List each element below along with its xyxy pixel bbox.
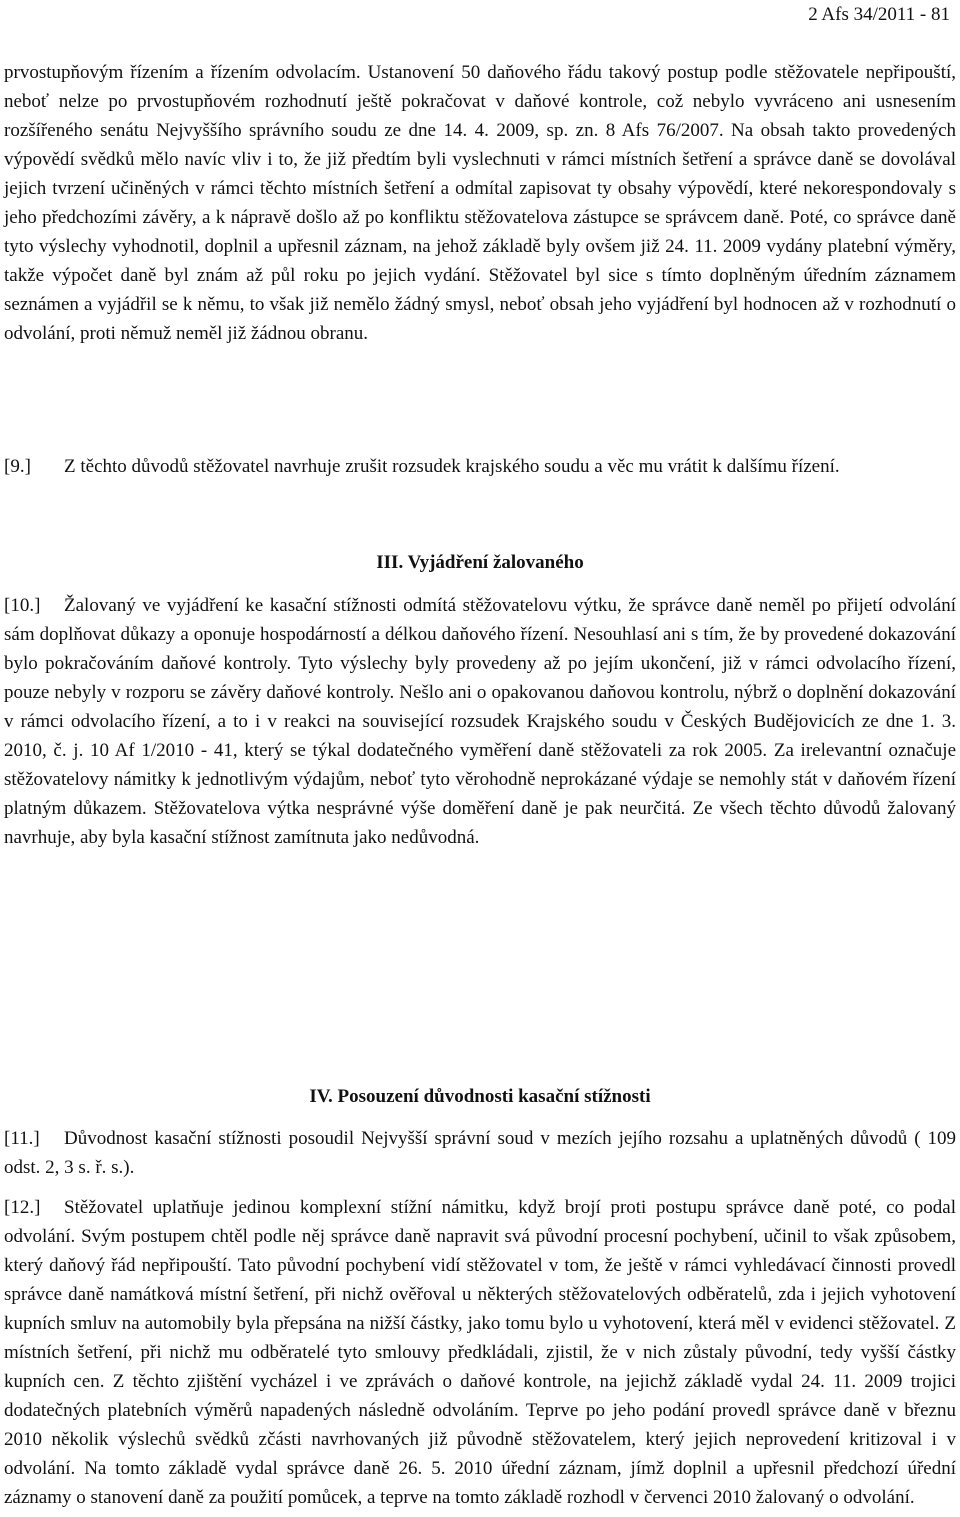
section-heading-iii: III. Vyjádření žalovaného xyxy=(376,552,584,573)
paragraph-continuation: prvostupňovým řízením a řízením odvolacím. Ustanovení 50 daňového řádu takový postup podle stěžovatele nepřipouští, neboť nelze po prvostupňovém rozhodnutí ještě pokračovat v daňové kontrole, což nebylo vyvráceno ani usnesením rozšířeného senátu Nejvyššího správního soudu ze dne 14. 4. 2009, sp. zn. 8 Afs 76/2007. Na obsah takto provedených výpovědí svědků mělo navíc vliv i to, že již předtím byli vyslechnuti v rámci místních šetření a správce daně se dovolával jejich tvrzení učiněných v rámci těchto místních šetření a odmítal zapisovat ty obsahy výpovědí, které nekorespondovaly s jeho předchozími závěry, a k nápravě došlo až po konfliktu stěžovatelova zástupce se správcem daně. Poté, co správce daně tyto výslechy vyhodnotil, doplnil a upřesnil záznam, na jehož základě byly ovšem již 24. 11. 2009 vydány platební výměry, takže výpočet daně byl znám až půl roku po jejich vydání. Stěžovatel byl sice s tímto doplněným úředním záznamem seznámen a vyjádřil se k němu, to však již nemělo žádný smysl, neboť obsah jeho vyjádření byl hodnocen až v rozhodnutí o odvolání, proti němuž neměl již žádnou obranu. xyxy=(4,62,956,344)
paragraph-text: Důvodnost kasační stížnosti posoudil Nejvyšší správní soud v mezích jejího rozsahu a uplatněných důvodů ( 109 odst. 2, 3 s. ř. s.). xyxy=(4,1128,956,1178)
paragraph-11 xyxy=(4,1124,956,1182)
paragraph-text: Z těchto důvodů stěžovatel navrhuje zrušit rozsudek krajského soudu a věc mu vrátit k dalšímu řízení. xyxy=(64,456,840,477)
paragraph-10 xyxy=(4,591,956,852)
paragraph-text: Stěžovatel uplatňuje jedinou komplexní stížní námitku, když brojí proti postupu správce daně poté, co podal odvolání. Svým postupem chtěl podle něj správce daně napravit svá původní procesní pochybení, učinil to však způsobem, který daňový řád nepřipouští. Tato původní pochybení vidí stěžovatel v tom, že ještě v rámci vyhledávací činnosti provedl správce daně namátková místní šetření, při nichž ověřoval u některých stěžovatelových odběratelů, zda i jejich vyhotovení kupních smluv na automobily byla přepsána na nižší částky, jako tomu bylo u vyhotovení, která měl v evidenci stěžovatel. Z místních šetření, při nichž mu odběratelé tyto smlouvy předkládali, zjistil, že v nich zůstaly původní, tedy vyšší částky kupních cen. Z těchto zjištění vycházel i ve zprávách o daňové kontrole, na jejichž základě vydal 24. 11. 2009 trojici dodatečných platebních výměrů napadených následně odvoláním. Teprve po jeho podání provedl správce daně v březnu 2010 několik výslechů svědků zčásti navrhovaných již původně stěžovatelem, který jejich neprovedení kritizoval i v odvolání. Na tomto základě vydal správce daně 26. 5. 2010 úřední záznam, jímž doplnil a upřesnil předchozí úřední záznamy o stanovení daně za použití pomůcek, a teprve na tomto základě rozhodl v červenci 2010 žalovaný o odvolání. xyxy=(4,1197,956,1508)
paragraph-number: [11.] xyxy=(4,1128,40,1149)
paragraph-text: Žalovaný ve vyjádření ke kasační stížnosti odmítá stěžovatelovu výtku, že správce daně neměl po přijetí odvolání sám doplňovat důkazy a oponuje hospodárností a délkou daňového řízení. Nesouhlasí ani s tím, že by provedené dokazování bylo pokračováním daňové kontroly. Tyto výslechy byly provedeny až po jejím ukončení, již v rámci odvolacího řízení, pouze nebyly v rozporu se závěry daňové kontroly. Nešlo ani o opakovanou daňovou kontrolu, nýbrž o doplnění dokazování v rámci odvolacího řízení, a to i v reakci na související rozsudek Krajského soudu v Českých Budějovicích ze dne 1. 3. 2010, č. j. 10 Af 1/2010 - 41, který se týkal dodatečného vyměření daně stěžovateli za rok 2005. Za irelevantní označuje stěžovatelovy námitky k jednotlivým výdajům, neboť tyto věrohodně neprokázané výdaje se nemohly stát v daňovém řízení platným důkazem. Stěžovatelova výtka nesprávné výše doměření daně je pak neurčitá. Ze všech těchto důvodů žalovaný navrhuje, aby byla kasační stížnost zamítnuta jako nedůvodná. xyxy=(4,595,956,848)
paragraph-12 xyxy=(4,1193,956,1512)
paragraph-number: [9.] xyxy=(4,456,31,477)
section-heading-iv: IV. Posouzení důvodnosti kasační stížnosti xyxy=(309,1086,651,1107)
page-header-case-number: 2 Afs 34/2011 - 81 xyxy=(808,4,950,25)
paragraph-9 xyxy=(4,452,956,481)
paragraph-number: [12.] xyxy=(4,1197,41,1218)
paragraph-number: [10.] xyxy=(4,595,41,616)
